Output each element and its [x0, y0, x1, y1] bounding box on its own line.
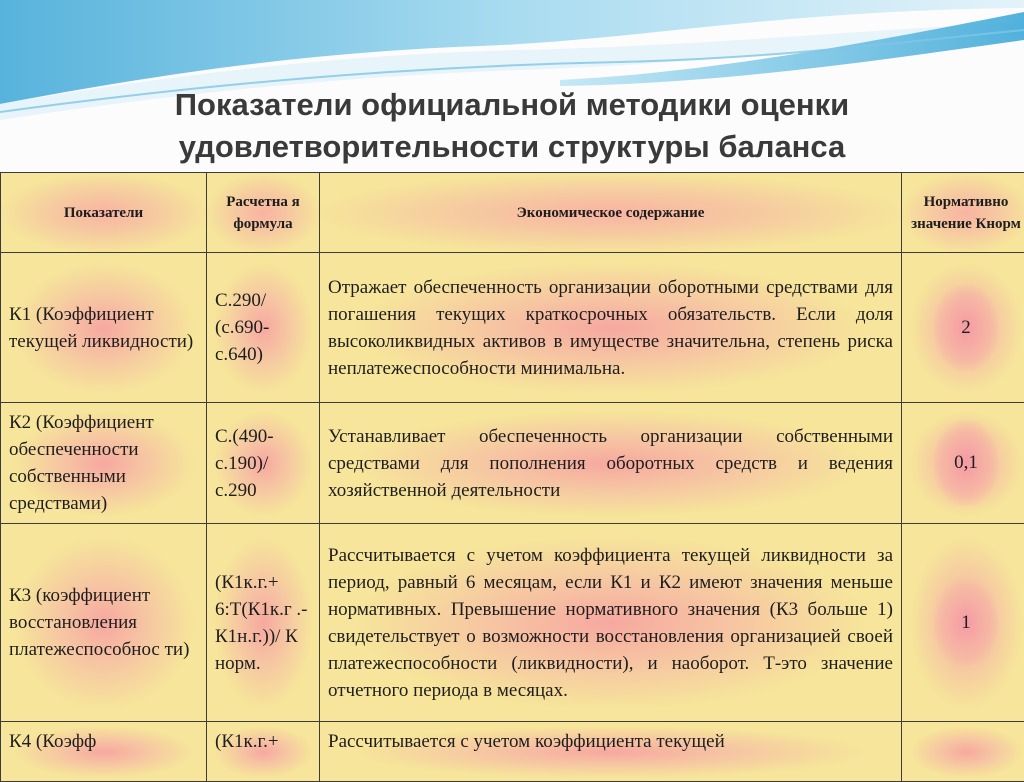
indicator-cell: К1 (Коэффициент текущей ликвидности)	[1, 253, 207, 403]
header-economic-content: Экономическое содержание	[320, 173, 902, 253]
norm-cell	[902, 524, 1024, 722]
slide-title-line2: удовлетворительности структуры баланса	[179, 129, 846, 164]
table-row	[1, 524, 1024, 722]
norm-value: 1	[934, 580, 998, 666]
header-norm-value: Нормативно значение Кнорм	[902, 173, 1024, 253]
table-row	[1, 403, 1024, 524]
formula-cell: С.290/ (с.690-с.640)	[207, 253, 320, 403]
indicator-cell: К4 (Коэфф	[1, 722, 207, 782]
formula-cell: С.(490-с.190)/ с.290	[207, 403, 320, 524]
slide-title	[40, 84, 984, 168]
table-row	[1, 253, 1024, 403]
norm-value: 0,1	[934, 420, 998, 506]
norm-value: 2	[934, 285, 998, 371]
table-row	[1, 722, 1024, 782]
description-cell: Устанавливает обеспеченность организации собственными средствами для пополнения оборотных средств и ведения хозяйственной деятельности	[320, 403, 902, 524]
norm-cell	[902, 722, 1024, 782]
indicator-cell: К2 (Коэффициент обеспеченности собственными средствами)	[1, 403, 207, 524]
description-cell: Рассчитывается с учетом коэффициента текущей ликвидности за период, равный 6 месяцам, если К1 и К2 имеют значения меньше нормативных. Превышение нормативного значения (К3 больше 1) свидетельствует о возможности восстановления организацией своей платежеспособности (ликвидности), и наоборот. Т-это значение отчетного периода в месяцах.	[320, 524, 902, 722]
table-header-row	[1, 173, 1024, 253]
formula-cell: (К1к.г.+	[207, 722, 320, 782]
indicators-table	[0, 172, 1024, 782]
norm-cell	[902, 253, 1024, 403]
norm-cell	[902, 403, 1024, 524]
header-indicators: Показатели	[1, 173, 207, 253]
description-cell: Отражает обеспеченность организации оборотными средствами для погашения текущих краткосрочных обязательств. Если доля высоколиквидных активов в имуществе значительна, степень риска неплатежеспособности минимальна.	[320, 253, 902, 403]
header-formula: Расчетна я формула	[207, 173, 320, 253]
description-cell: Рассчитывается с учетом коэффициента текущей	[320, 722, 902, 782]
slide-title-line1: Показатели официальной методики оценки	[175, 87, 849, 122]
indicator-cell: К3 (коэффициент восстановления платежеспособнос ти)	[1, 524, 207, 722]
formula-cell: (К1к.г.+ 6:Т(К1к.г .-К1н.г.))/ К норм.	[207, 524, 320, 722]
